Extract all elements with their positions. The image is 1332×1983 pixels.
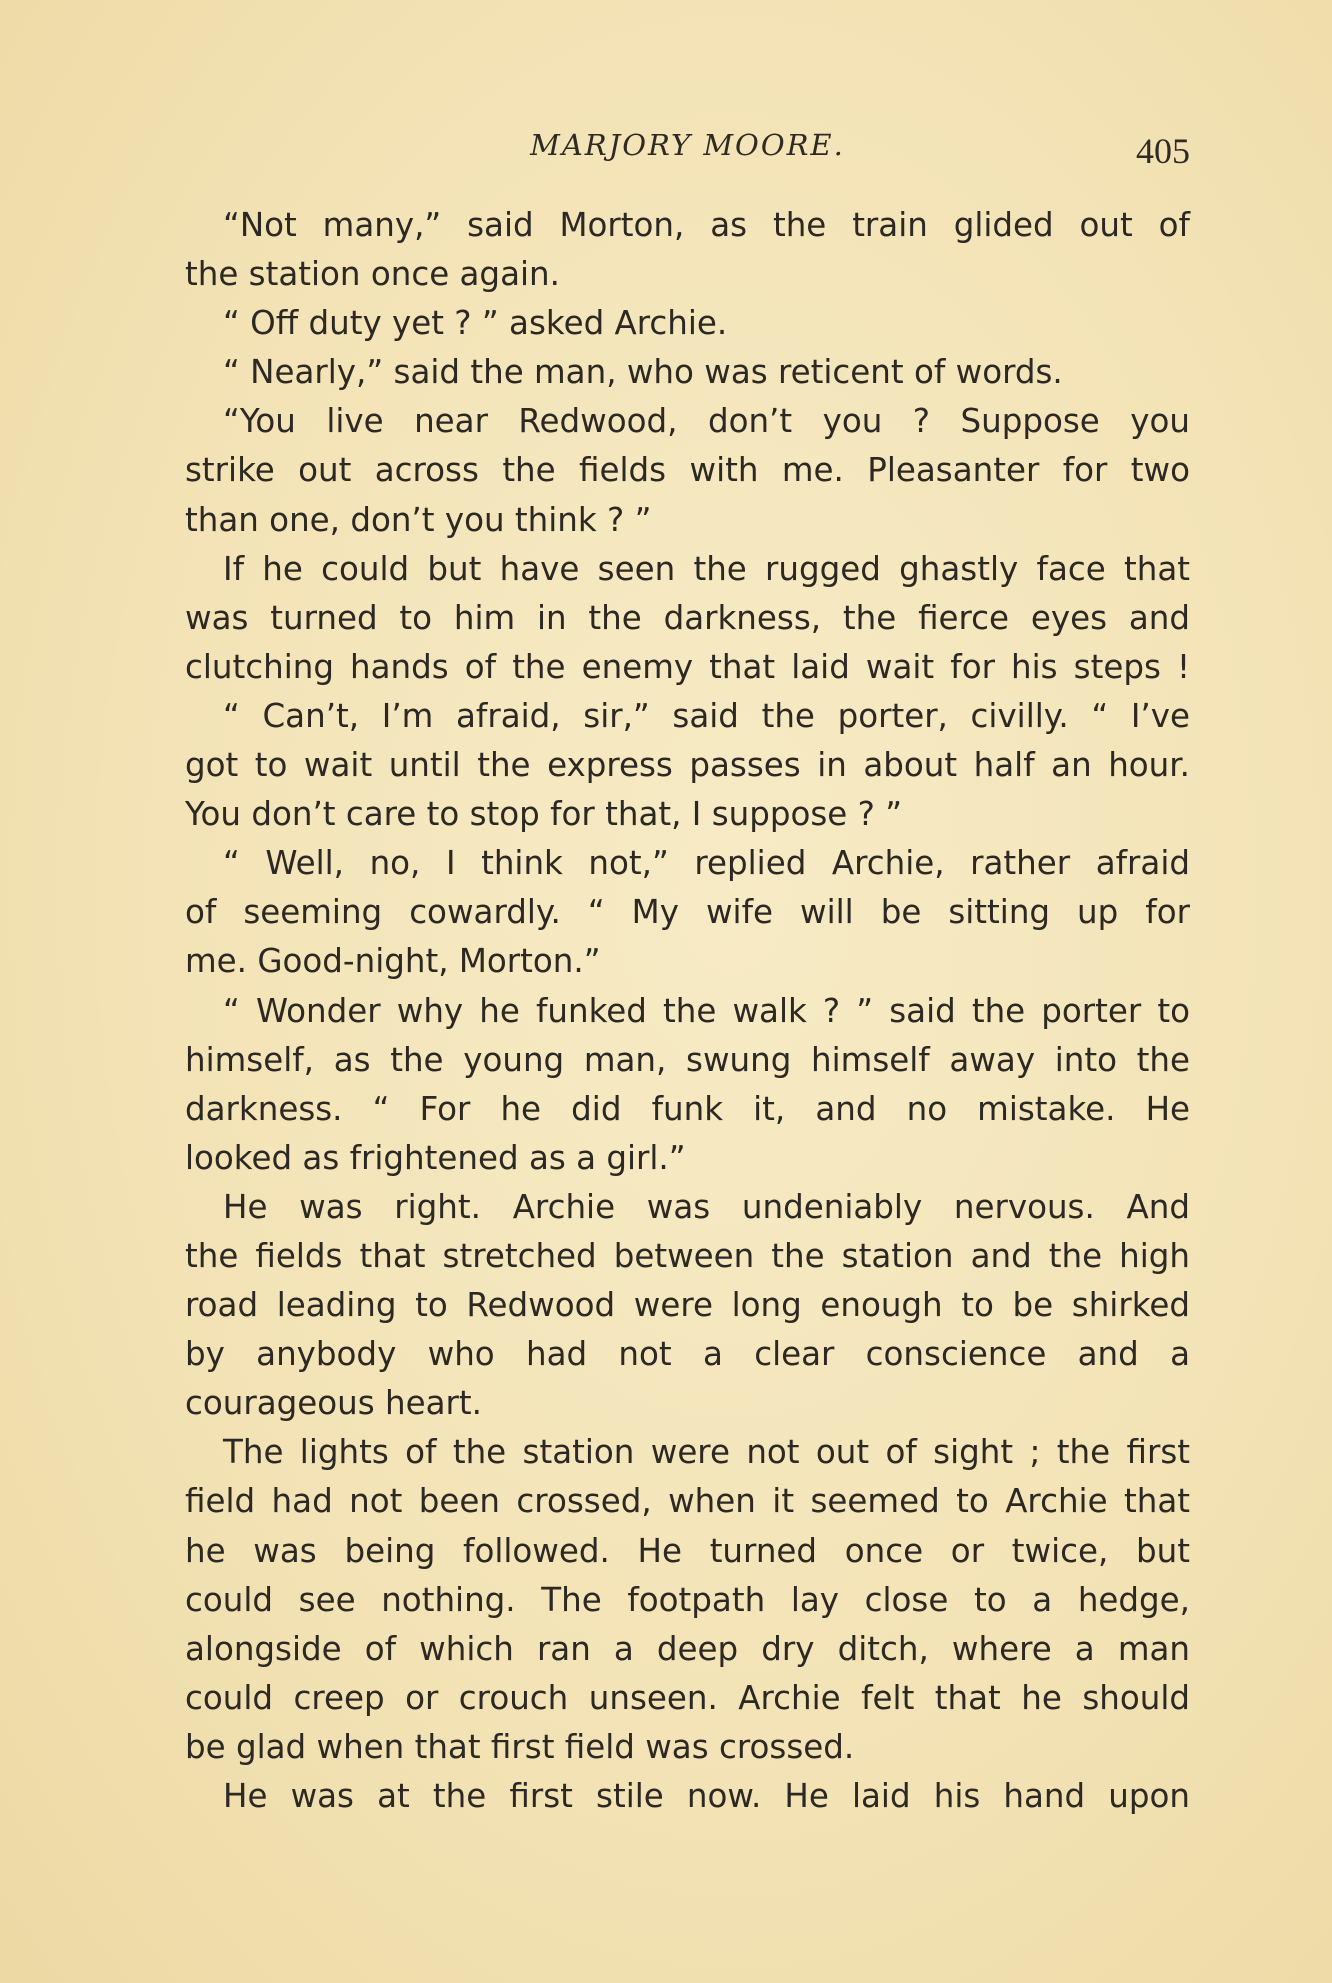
text-line: of seeming cowardly. “ My wife will be sitting up for: [185, 893, 1190, 932]
text-line: “ Nearly,” said the man, who was reticent of words.: [223, 353, 1063, 392]
body-text: [185, 201, 1190, 1821]
text-line: “ Well, no, I think not,” replied Archie, rather afraid: [223, 844, 1190, 883]
text-line: courageous heart.: [185, 1384, 482, 1423]
text-line: the fields that stretched between the station and the high: [185, 1236, 1190, 1275]
text-line: He was right. Archie was undeniably nervous. And: [223, 1187, 1190, 1226]
text-line: alongside of which ran a deep dry ditch, where a man: [185, 1629, 1190, 1668]
text-line: himself, as the young man, swung himself away into the: [185, 1040, 1190, 1079]
text-line: the station once again.: [185, 255, 560, 294]
text-line: “You live near Redwood, don’t you ? Suppose you: [223, 402, 1190, 441]
text-line: me. Good-night, Morton.”: [185, 942, 601, 981]
text-line: could creep or crouch unseen. Archie felt that he should: [185, 1678, 1190, 1717]
text-line: He was at the first stile now. He laid his hand upon: [223, 1777, 1190, 1815]
text-line: road leading to Redwood were long enough to be shirked: [185, 1286, 1190, 1325]
page-header: [185, 128, 1190, 178]
text-line: he was being followed. He turned once or twice, but: [185, 1531, 1190, 1570]
text-line: was turned to him in the darkness, the fierce eyes and: [185, 598, 1190, 637]
text-line: You don’t care to stop for that, I suppose ? ”: [185, 795, 903, 834]
text-line: by anybody who had not a clear conscience and a: [185, 1335, 1190, 1374]
text-line: strike out across the fields with me. Pleasanter for two: [185, 451, 1190, 490]
running-title: MARJORY MOORE.: [530, 128, 845, 162]
page-number: 405: [1136, 131, 1190, 171]
text-line: than one, don’t you think ? ”: [185, 500, 652, 539]
text-line: field had not been crossed, when it seemed to Archie that: [185, 1482, 1190, 1521]
text-line: got to wait until the express passes in about half an hour.: [185, 746, 1190, 785]
text-line: be glad when that first field was crossed.: [185, 1727, 855, 1766]
text-line: looked as frightened as a girl.”: [185, 1138, 686, 1177]
text-line: If he could but have seen the rugged ghastly face that: [223, 549, 1190, 588]
text-line: The lights of the station were not out of sight ; the first: [223, 1433, 1190, 1472]
text-line: “ Wonder why he funked the walk ? ” said the porter to: [223, 991, 1190, 1030]
text-line: “ Can’t, I’m afraid, sir,” said the porter, civilly. “ I’ve: [223, 696, 1190, 735]
text-line: clutching hands of the enemy that laid wait for his steps !: [185, 647, 1190, 686]
text-line: “ Off duty yet ? ” asked Archie.: [223, 304, 728, 343]
text-line: could see nothing. The footpath lay close to a hedge,: [185, 1580, 1190, 1619]
text-line: “Not many,” said Morton, as the train glided out of: [223, 206, 1190, 244]
text-line: darkness. “ For he did funk it, and no mistake. He: [185, 1089, 1190, 1128]
